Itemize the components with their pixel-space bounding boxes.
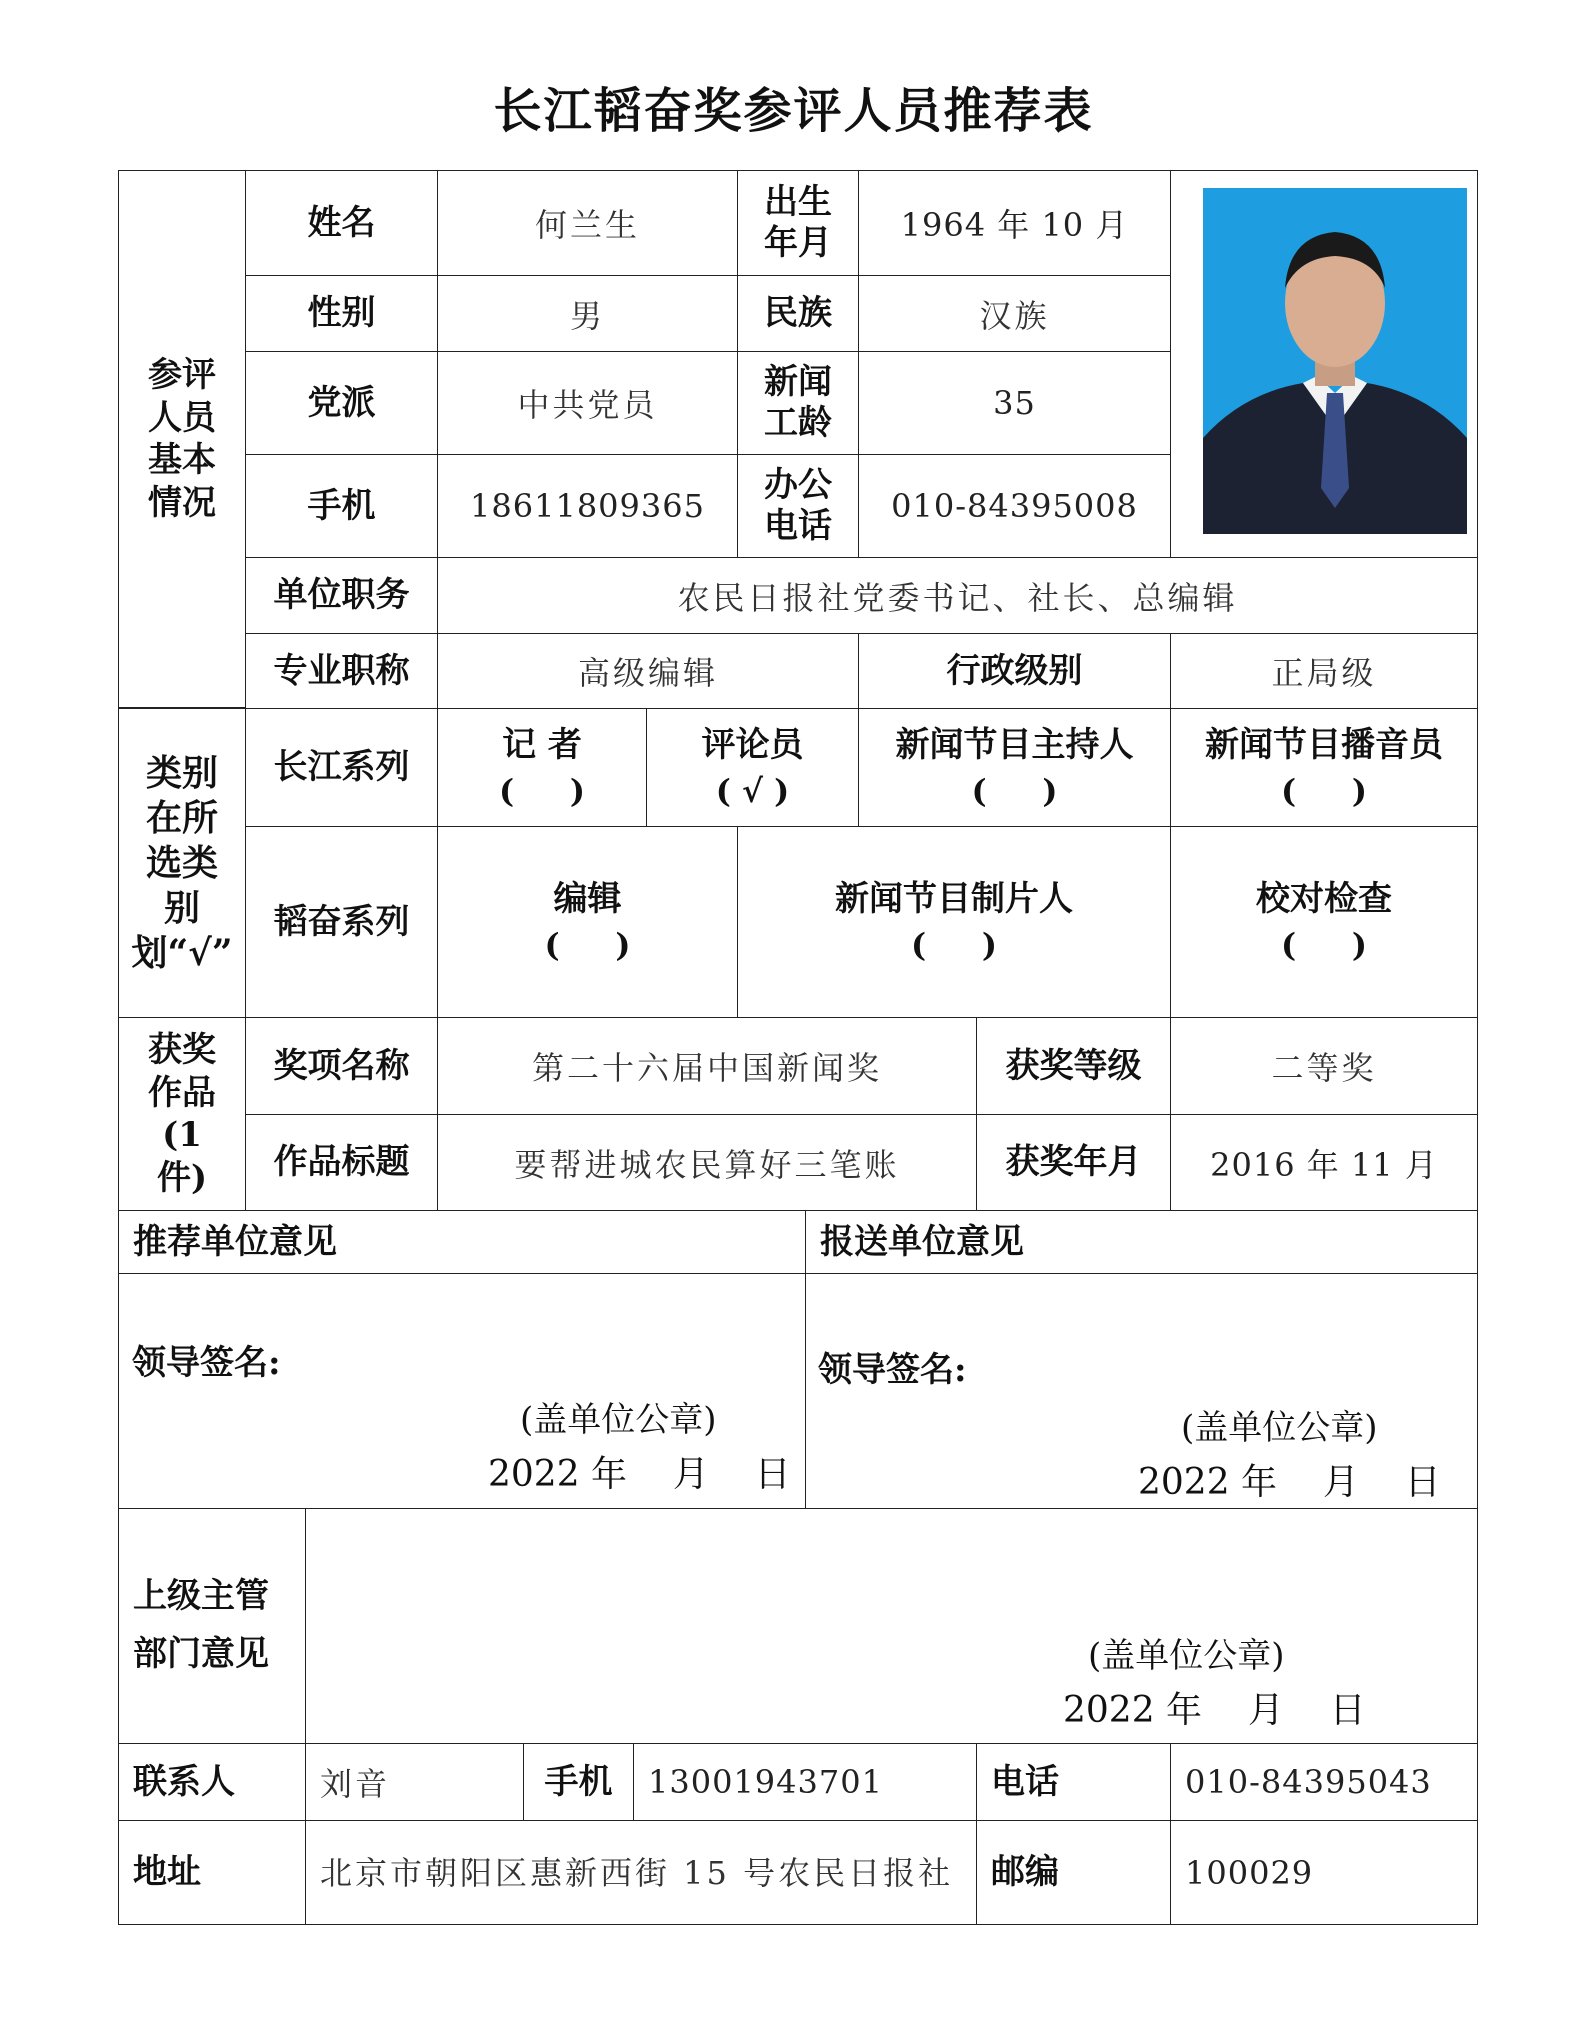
contact-phone-value: 010-84395043 [1170, 1743, 1478, 1821]
award-grade-label: 获奖等级 [976, 1017, 1171, 1115]
years-value: 35 [858, 351, 1171, 455]
option-editor-mark: ( ) [544, 926, 631, 965]
recommend-seal-note: (盖单位公章) [520, 1400, 717, 1440]
mobile-label: 手机 [245, 454, 438, 558]
superior-seal-note: (盖单位公章) [1088, 1636, 1285, 1676]
address-label: 地址 [118, 1820, 306, 1925]
years-label [737, 351, 859, 455]
birth-value: 1964 年 10 月 [858, 170, 1171, 276]
birth-label [737, 170, 859, 276]
option-reporter[interactable] [437, 708, 647, 827]
prof-title-label: 专业职称 [245, 633, 438, 709]
address-value [305, 1820, 977, 1925]
contact-mobile-label: 手机 [523, 1743, 634, 1821]
gender-label: 性别 [245, 275, 438, 352]
option-reporter-mark: ( ) [499, 771, 585, 810]
name-label: 姓名 [245, 170, 438, 276]
submit-seal-note: (盖单位公章) [1181, 1408, 1378, 1448]
admin-level-label: 行政级别 [858, 633, 1171, 709]
zip-value: 100029 [1170, 1820, 1478, 1925]
option-reporter-label: 记 者 [502, 724, 582, 765]
portrait-icon [1203, 188, 1467, 534]
option-proofreader-mark: ( ) [1281, 926, 1367, 965]
work-title-label: 作品标题 [245, 1114, 438, 1211]
position-value: 农民日报社党委书记、社长、总编辑 [437, 557, 1478, 634]
contact-person-label: 联系人 [118, 1743, 306, 1821]
contact-phone-label: 电话 [976, 1743, 1171, 1821]
ethnic-label: 民族 [737, 275, 859, 352]
recommendation-table [118, 170, 1478, 1920]
contact-mobile-value: 13001943701 [633, 1743, 977, 1821]
office-phone-value: 010-84395008 [858, 454, 1171, 558]
ethnic-value: 汉族 [858, 275, 1171, 352]
office-phone-label-text: 办公电话 [764, 465, 832, 546]
position-label: 单位职务 [245, 557, 438, 634]
party-label: 党派 [245, 351, 438, 455]
recommend-opinion-label: 推荐单位意见 [118, 1210, 806, 1274]
name-value: 何兰生 [437, 170, 738, 276]
portrait-photo [1203, 188, 1467, 534]
option-commentator-mark: ( √ ) [715, 771, 790, 810]
recommend-leader-sign: 领导签名: [132, 1343, 281, 1383]
birth-label-text: 出生年月 [764, 182, 832, 263]
option-announcer-mark: ( ) [1281, 771, 1367, 810]
work-title-value: 要帮进城农民算好三笔账 [437, 1114, 977, 1211]
gender-value: 男 [437, 275, 738, 352]
option-commentator[interactable] [646, 708, 859, 827]
submit-date-line: 2022 年 月 日 [1138, 1462, 1441, 1503]
option-proofreader[interactable] [1170, 826, 1478, 1018]
award-date-value: 2016 年 11 月 [1170, 1114, 1478, 1211]
party-value: 中共党员 [437, 351, 738, 455]
superior-opinion-label [118, 1508, 306, 1744]
section-award-label [118, 1017, 246, 1211]
submit-opinion-label: 报送单位意见 [805, 1210, 1478, 1274]
option-editor-label: 编辑 [553, 879, 622, 920]
contact-person-value: 刘音 [305, 1743, 524, 1821]
option-proofreader-label: 校对检查 [1256, 879, 1392, 920]
prof-title-value: 高级编辑 [437, 633, 859, 709]
recommend-date-line: 2022 年 月 日 [488, 1454, 791, 1495]
award-name-value: 第二十六届中国新闻奖 [437, 1017, 977, 1115]
mobile-value: 18611809365 [437, 454, 738, 558]
section-award-text: 获奖作品(1 件) [148, 1030, 216, 1198]
award-name-label: 奖项名称 [245, 1017, 438, 1115]
taofen-series-label: 韬奋系列 [245, 826, 438, 1018]
section-category-label [118, 708, 246, 1018]
option-producer-label: 新闻节目制片人 [835, 879, 1073, 920]
office-phone-label [737, 454, 859, 558]
form-title: 长江韬奋奖参评人员推荐表 [493, 83, 1094, 139]
admin-level-value: 正局级 [1170, 633, 1478, 709]
years-label-text: 新闻工龄 [764, 362, 832, 443]
option-announcer[interactable] [1170, 708, 1478, 827]
superior-opinion-text: 上级主管部门意见 [133, 1576, 269, 1674]
option-editor[interactable] [437, 826, 738, 1018]
award-grade-value: 二等奖 [1170, 1017, 1478, 1115]
option-producer[interactable] [737, 826, 1171, 1018]
option-host-label: 新闻节目主持人 [895, 724, 1134, 765]
submit-leader-sign: 领导签名: [818, 1350, 967, 1390]
superior-date-line: 2022 年 月 日 [1063, 1690, 1366, 1731]
changjiang-series-label: 长江系列 [245, 708, 438, 827]
address-text: 北京市朝阳区惠新西街 15 号农民日报社 [320, 1853, 954, 1892]
section-category-text: 类别在所选类别划“√” [131, 751, 233, 974]
option-host[interactable] [858, 708, 1171, 827]
section-basic-label [118, 170, 246, 708]
option-announcer-label: 新闻节目播音员 [1205, 724, 1443, 765]
section-basic-text: 参评人员基本情况 [148, 355, 216, 523]
zip-label: 邮编 [976, 1820, 1171, 1925]
option-commentator-label: 评论员 [701, 724, 804, 765]
option-host-mark: ( ) [971, 771, 1058, 810]
award-date-label: 获奖年月 [976, 1114, 1171, 1211]
option-producer-mark: ( ) [911, 926, 997, 965]
